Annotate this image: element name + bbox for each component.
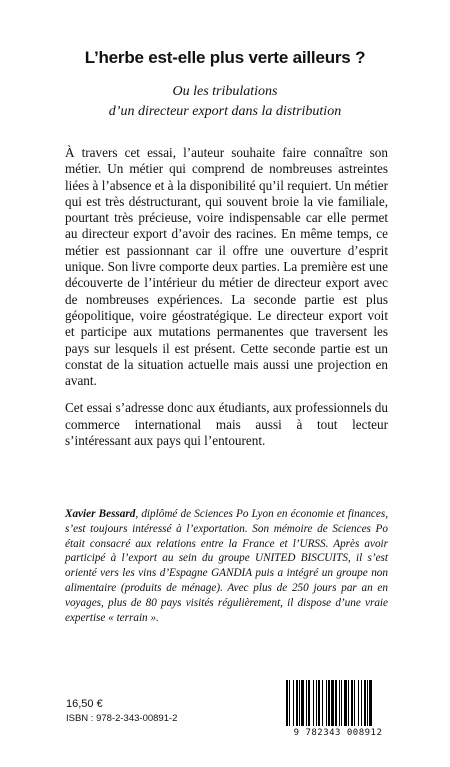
summary-paragraph-2: Cet essai s’adresse donc aux étudiants, aux professionnels du commerce international mais aussi à tout lecteur s’intéressant aux pays qui l’entourent. [65, 400, 388, 449]
book-title: L’herbe est-elle plus verte ailleurs ? [84, 48, 366, 67]
isbn: ISBN : 978-2-343-00891-2 [66, 713, 178, 724]
barcode-bar [299, 680, 300, 726]
barcode-bar [348, 680, 349, 726]
barcode-bar [344, 680, 347, 726]
barcode-bar [367, 680, 368, 726]
barcode [284, 680, 392, 732]
subtitle-line-2: d’un directeur export dans la distribution [108, 104, 342, 119]
barcode-bar [351, 680, 353, 726]
price: 16,50 € [66, 698, 103, 710]
barcode-bar [301, 680, 304, 726]
barcode-bar [296, 680, 298, 726]
barcode-bar [369, 680, 372, 726]
barcode-bar [286, 680, 288, 726]
barcode-bar [322, 680, 323, 726]
author-bio-text: , diplômé de Sciences Po Lyon en économie et finances, s’est toujours intéressé à l’exportation. Son mémoire de Sciences Po était consacré aux relations entre la France et l’URSS. Après avoir participé à l’export au sein du groupe UNITED BISCUITS, il s’est orienté vers les vins d’Espagne GANDIA puis a intégré un groupe non alimentaire (produits de ménage). Avec plus de 250 jours par an en voyages, plus de 80 pays visités régulièrement, il dispose d’une vraie expertise « terrain ». [65, 508, 389, 624]
subtitle-line-1: Ou les tribulations [172, 84, 278, 99]
barcode-bar [289, 680, 290, 726]
barcode-bar [308, 680, 310, 726]
barcode-bar [293, 680, 294, 726]
barcode-bar [306, 680, 307, 726]
author-name: Xavier Bessard [65, 508, 136, 520]
barcode-bar [318, 680, 320, 726]
barcode-bar [354, 680, 355, 726]
barcode-bar [361, 680, 362, 726]
barcode-bars [284, 680, 392, 728]
author-bio [65, 507, 388, 625]
barcode-bar [316, 680, 317, 726]
barcode-bar [313, 680, 314, 726]
barcode-bar [328, 680, 330, 726]
barcode-bar [364, 680, 366, 726]
barcode-digits: 9 782343 008912 [293, 728, 383, 738]
summary-paragraph-1: À travers cet essai, l’auteur souhaite faire connaître son métier. Un métier qui comprend de nombreuses astreintes liées à l’absence et à la disponibilité qu’il requiert. Un métier qui est très déstructurant, qui souvent broie la vie familiale, pourtant très précieuse, voire indispensable car elle permet au directeur export d’avoir des racines. En même temps, ce métier est passionnant car il offre une ouverture d’esprit unique. Son livre comporte deux parties. La première est une découverte de l’intérieur du métier de directeur export avec de nombreuses expériences. La seconde partie est plus géopolitique, voire géostratégique. Le directeur export voit et participe aux mutations permanentes que traversent les pays sur lesquels il est présent. Cette seconde partie est un constat de la situation actuelle mais aussi une projection en avant. [65, 145, 388, 389]
barcode-bar [326, 680, 327, 726]
book-summary [65, 145, 388, 460]
barcode-bar [335, 680, 337, 726]
barcode-bar [331, 680, 334, 726]
barcode-bar [341, 680, 342, 726]
barcode-bar [339, 680, 340, 726]
barcode-bar [358, 680, 359, 726]
book-subtitle [24, 82, 426, 122]
